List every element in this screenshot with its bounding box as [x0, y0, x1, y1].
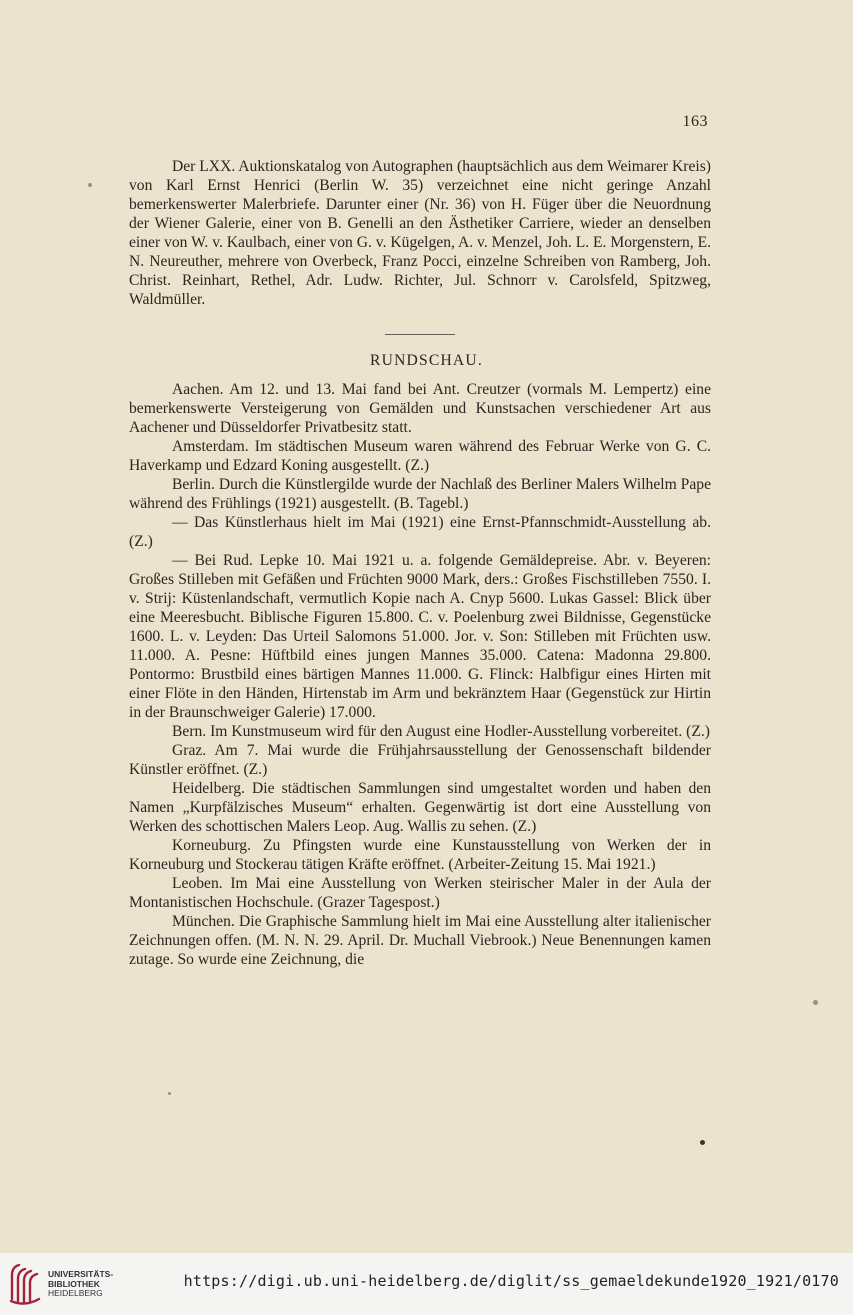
paragraph-amsterdam: Amsterdam. Im städtischen Museum waren während des Februar Werke von G. C. Haverkamp und Edzard Koning ausgestellt. (Z.) — [129, 438, 711, 474]
paper-speck — [813, 1000, 818, 1005]
library-name — [48, 1270, 113, 1299]
library-name-line-3: HEIDELBERG — [48, 1288, 103, 1298]
paragraph-muenchen: München. Die Graphische Sammlung hielt im Mai eine Ausstellung alter italienischer Zeichnungen offen. (M. N. N. 29. April. Dr. Muchall Viebrook.) Neue Benennungen kamen zutage. So wurde eine Zeichnung, die — [129, 913, 711, 968]
paragraph-korneuburg: Korneuburg. Zu Pfingsten wurde eine Kunstausstellung von Werken der in Korneuburg und Stockerau tätigen Kräfte eröffnet. (Arbeiter-Zeitung 15. Mai 1921.) — [129, 837, 711, 873]
paper-speck — [700, 1140, 705, 1145]
permalink-url[interactable]: https://digi.ub.uni-heidelberg.de/diglit/ss_gemaeldekunde1920_1921/0170 — [183, 1272, 839, 1290]
paragraph-bern: Bern. Im Kunstmuseum wird für den August eine Hodler-Ausstellung vorbereitet. (Z.) — [172, 723, 710, 740]
section-divider — [385, 334, 455, 335]
ub-heidelberg-logo-icon — [8, 1261, 42, 1307]
paragraph-berlin-kuenstlerhaus: — Das Künstlerhaus hielt im Mai (1921) eine Ernst-Pfannschmidt-Ausstellung ab. (Z.) — [129, 514, 711, 550]
intro-paragraph: Der LXX. Auktionskatalog von Autographen (hauptsächlich aus dem Weimarer Kreis) von Karl Ernst Henrici (Berlin W. 35) verzeichnet eine nicht geringe Anzahl bemerkenswerter Malerbriefe. Darunter einer (Nr. 36) von H. Füger über die Neuordnung der Wiener Galerie, einer von B. Genelli an den Ästhetiker Carriere, wieder an denselben einer von W. v. Kaulbach, einer von G. v. Kügelgen, A. v. Menzel, Joh. L. E. Morgenstern, E. N. Neureuther, mehrere von Overbeck, Franz Pocci, einzelne Schreiben von Ramberg, Joh. Christ. Reinhart, Rethel, Adr. Ludw. Richter, Jul. Schnorr v. Carolsfeld, Spitzweg, Waldmüller. — [129, 158, 711, 308]
page-number: 163 — [682, 113, 708, 130]
intro-text — [129, 157, 711, 309]
paragraph-heidelberg: Heidelberg. Die städtischen Sammlungen sind umgestaltet worden und haben den Namen „Kurpfälzisches Museum“ erhalten. Gegenwärtig ist dort eine Ausstellung von Werken des schottischen Malers Leop. Aug. Wallis zu sehen. (Z.) — [129, 780, 711, 835]
paragraph-aachen: Aachen. Am 12. und 13. Mai fand bei Ant. Creutzer (vormals M. Lempertz) eine bemerkenswerte Versteigerung von Gemälden und Kunstsachen verschiedener Art aus Aachener und Düsseldorfer Privatbesitz statt. — [129, 381, 711, 436]
library-name-line-1: UNIVERSITÄTS- — [48, 1269, 114, 1279]
library-name-line-2: BIBLIOTHEK — [48, 1278, 100, 1289]
rundschau-body — [129, 380, 711, 969]
paper-speck — [88, 183, 92, 187]
paragraph-berlin-lepke: — Bei Rud. Lepke 10. Mai 1921 u. a. folgende Gemäldepreise. Abr. v. Beyeren: Großes Stilleben mit Gefäßen und Früchten 9000 Mark, ders.: Großes Fischstilleben 7550. I. v. Strij: Küstenlandschaft, vermutlich Kopie nach A. Cnyp 5600. Lukas Gassel: Blick über eine Meeresbucht. Biblische Figuren 15.800. C. v. Poelenburg zwei Bildnisse, Gegenstücke 1600. L. v. Leyden: Das Urteil Salomons 51.000. Jor. v. Son: Stilleben mit Früchten usw. 11.000. A. Pesne: Hüftbild eines jungen Mannes 35.000. Catena: Madonna 29.800. Pontormo: Brustbild eines bärtigen Mannes 11.000. G. Flinck: Halbfigur eines Hirten mit einer Flöte in den Händen, Hirtenstab im Arm und bekränztem Haar (Gegenstück zur Hirtin in der Braunschweiger Galerie) 17.000. — [129, 552, 711, 721]
section-title: RUNDSCHAU. — [370, 352, 483, 369]
viewer-footer — [0, 1253, 853, 1315]
paragraph-berlin: Berlin. Durch die Künstlergilde wurde der Nachlaß des Berliner Malers Wilhelm Pape während des Frühlings (1921) ausgestellt. (B. Tagebl.) — [129, 476, 711, 512]
paper-speck — [168, 1092, 171, 1095]
paragraph-graz: Graz. Am 7. Mai wurde die Frühjahrsausstellung der Genossenschaft bildender Künstler eröffnet. (Z.) — [129, 742, 711, 778]
paragraph-leoben: Leoben. Im Mai eine Ausstellung von Werken steirischer Maler in der Aula der Montanistischen Hochschule. (Grazer Tagespost.) — [129, 875, 711, 911]
